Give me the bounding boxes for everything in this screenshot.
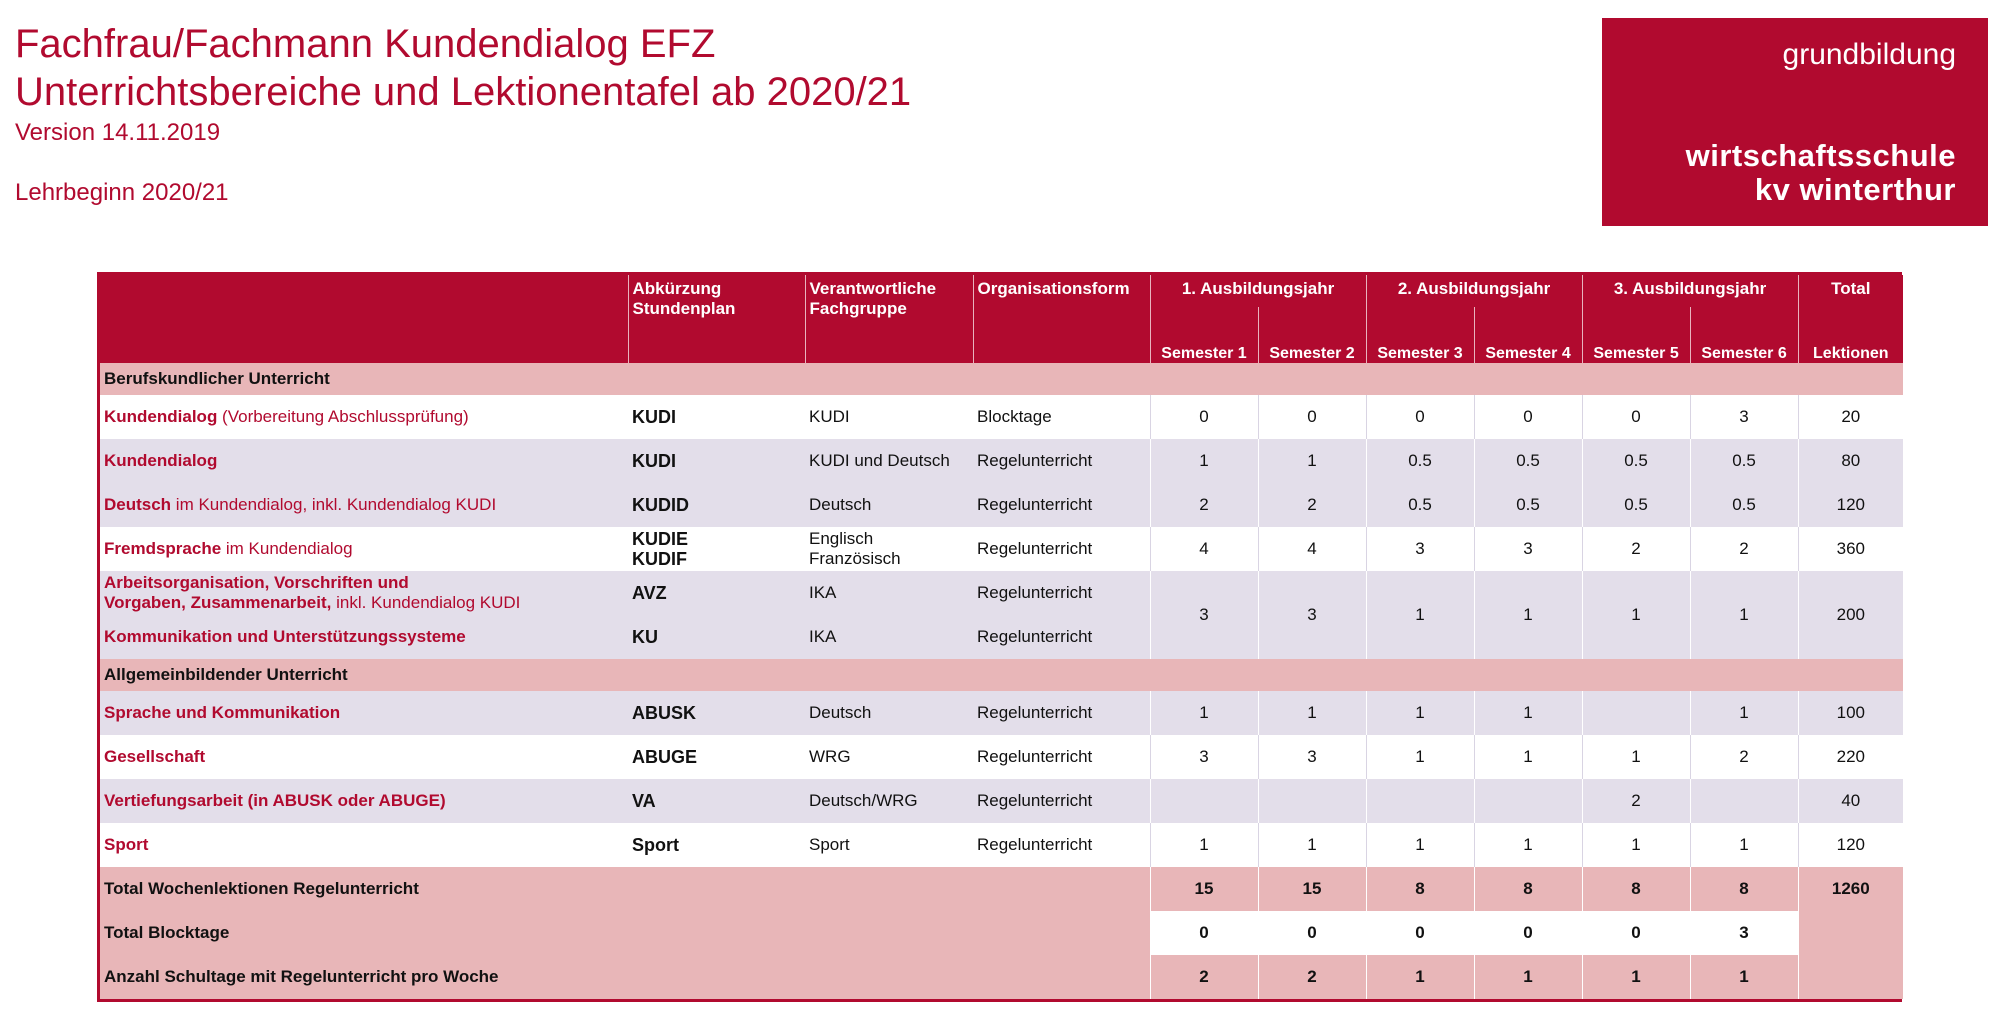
header-fachgruppe: Verantwortliche Fachgruppe xyxy=(805,275,973,363)
semester-4: Semester 4 xyxy=(1474,307,1582,363)
header-empty xyxy=(100,275,628,363)
document-subtitle: Unterrichtsbereiche und Lektionentafel ab 2020/21 xyxy=(15,70,912,114)
logo-grundbildung: grundbildung xyxy=(1782,38,1956,71)
section-allgemeinbildend: Allgemeinbildender Unterricht xyxy=(100,659,1903,691)
header-organisationsform: Organisationsform xyxy=(973,275,1150,363)
semester-3: Semester 3 xyxy=(1366,307,1474,363)
table-row: Sprache und Kommunikation ABUSK Deutsch Regelunterricht 1 1 1 1 1 100 xyxy=(100,691,1903,735)
semester-2: Semester 2 xyxy=(1258,307,1366,363)
table-row: Gesellschaft ABUGE WRG Regelunterricht 3 3 1 1 1 2 220 xyxy=(100,735,1903,779)
semester-5: Semester 5 xyxy=(1582,307,1690,363)
header-total: Total xyxy=(1798,275,1903,307)
table-row: Kundendialog (Vorbereitung Abschlussprüfung) KUDI KUDI Blocktage 0 0 0 0 0 3 20 xyxy=(100,395,1903,439)
total-row-blocktage: Total Blocktage 0 0 0 0 0 3 xyxy=(100,911,1903,955)
version-label: Version 14.11.2019 xyxy=(15,119,221,146)
header-year-2: 2. Ausbildungsjahr xyxy=(1366,275,1582,307)
header-abkuerzung: Abkürzung Stundenplan xyxy=(628,275,805,363)
table-row: Kommunikation und Unterstützungssysteme KU IKA Regelunterricht xyxy=(100,615,1903,659)
table-row: Kundendialog KUDI KUDI und Deutsch Regelunterricht 1 1 0.5 0.5 0.5 0.5 80 xyxy=(100,439,1903,483)
semester-6: Semester 6 xyxy=(1690,307,1798,363)
header-row xyxy=(100,275,1903,307)
header-year-3: 3. Ausbildungsjahr xyxy=(1582,275,1798,307)
logo-school-name: wirtschaftsschule kv winterthur xyxy=(1685,138,1956,207)
total-row-wochenlektionen: Total Wochenlektionen Regelunterricht 15 15 8 8 8 8 1260 xyxy=(100,867,1903,911)
document-title: Fachfrau/Fachmann Kundendialog EFZ xyxy=(15,22,716,66)
school-logo xyxy=(1602,18,1988,226)
table-row: Fremdsprache im Kundendialog KUDIE KUDIF Englisch Französisch Regelunterricht 4 4 3 3 2 2 360 xyxy=(100,527,1903,571)
header-year-1: 1. Ausbildungsjahr xyxy=(1150,275,1366,307)
document-header xyxy=(15,20,911,208)
total-row-schultage: Anzahl Schultage mit Regelunterricht pro Woche 2 2 1 1 1 1 xyxy=(100,955,1903,999)
lektionentafel-table xyxy=(97,272,1902,1002)
table-row: Arbeitsorganisation, Vorschriften und Vorgaben, Zusammenarbeit, inkl. Kundendialog KUDI AVZ IKA Regelunterricht 3 3 1 1 1 1 200 xyxy=(100,571,1903,615)
header-lektionen: Lektionen xyxy=(1798,307,1903,363)
semester-1: Semester 1 xyxy=(1150,307,1258,363)
table-row: Deutsch im Kundendialog, inkl. Kundendialog KUDI KUDID Deutsch Regelunterricht 2 2 0.5 0.5 0.5 0.5 120 xyxy=(100,483,1903,527)
lehrbeginn-label: Lehrbeginn 2020/21 xyxy=(15,179,229,206)
section-berufskundlich: Berufskundlicher Unterricht xyxy=(100,363,1903,395)
table-row: Sport Sport Sport Regelunterricht 1 1 1 1 1 1 120 xyxy=(100,823,1903,867)
table-row: Vertiefungsarbeit (in ABUSK oder ABUGE) VA Deutsch/WRG Regelunterricht 2 40 xyxy=(100,779,1903,823)
